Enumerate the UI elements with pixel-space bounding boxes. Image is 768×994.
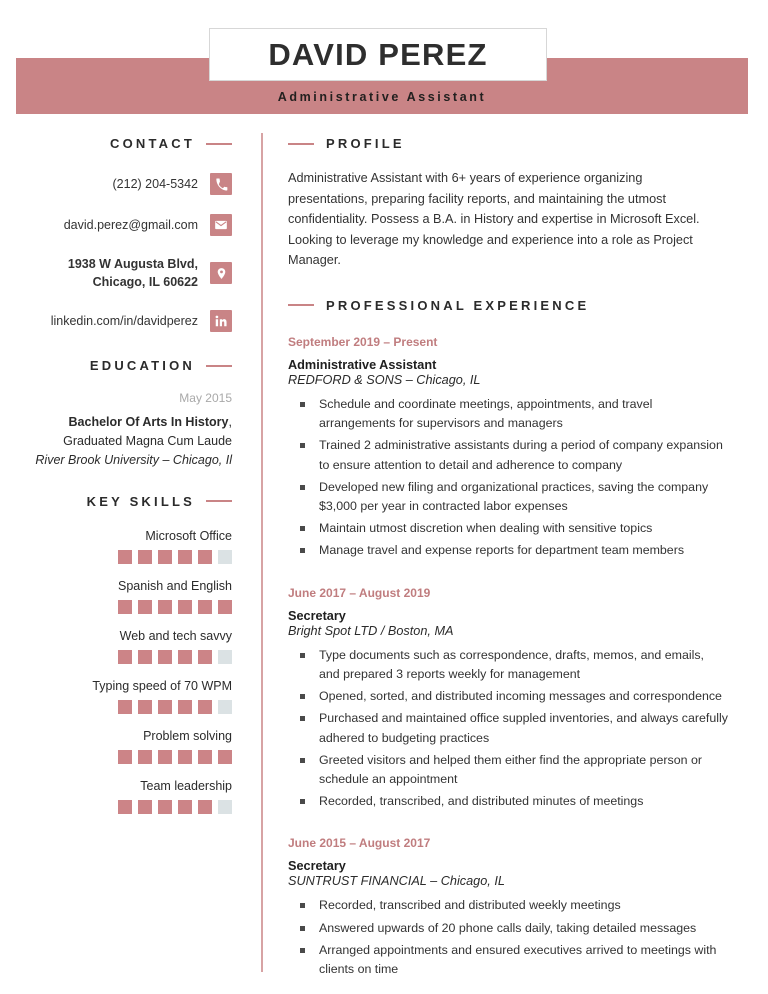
job-date: June 2015 – August 2017 bbox=[288, 836, 431, 851]
rating-square-filled bbox=[198, 700, 212, 714]
experience-entry bbox=[288, 836, 728, 979]
rating-square-empty bbox=[218, 700, 232, 714]
contact-address-text bbox=[68, 255, 198, 291]
experience-section bbox=[288, 298, 728, 979]
rating-square-filled bbox=[138, 650, 152, 664]
education-degree-punct: , bbox=[228, 415, 232, 430]
contact-item-linkedin[interactable] bbox=[0, 310, 232, 332]
section-heading-contact bbox=[0, 136, 232, 151]
name-box bbox=[209, 28, 547, 81]
skill-item bbox=[0, 779, 232, 814]
skill-item bbox=[0, 579, 232, 614]
rating-square-empty bbox=[218, 550, 232, 564]
skill-item bbox=[0, 679, 232, 714]
rating-square-filled bbox=[138, 700, 152, 714]
rating-square-filled bbox=[178, 750, 192, 764]
contact-email-text: david.perez@gmail.com bbox=[63, 217, 198, 232]
education-degree bbox=[0, 413, 232, 432]
rating-square-filled bbox=[158, 650, 172, 664]
rating-square-filled bbox=[198, 800, 212, 814]
heading-dash-icon bbox=[206, 500, 232, 502]
skill-rating bbox=[0, 700, 232, 714]
jobs-list bbox=[288, 335, 728, 979]
skill-item bbox=[0, 729, 232, 764]
rating-square-filled bbox=[198, 550, 212, 564]
rating-square-filled bbox=[198, 600, 212, 614]
rating-square-empty bbox=[218, 650, 232, 664]
job-bullet: Schedule and coordinate meetings, appointments, and travel arrangements for supervisors and managers bbox=[288, 395, 728, 433]
rating-square-filled bbox=[118, 550, 132, 564]
education-honors: Graduated Magna Cum Laude bbox=[63, 434, 232, 448]
job-bullet: Greeted visitors and helped them either find the appropriate person or schedule an appointment bbox=[288, 751, 728, 789]
rating-square-filled bbox=[118, 700, 132, 714]
sidebar bbox=[0, 136, 232, 829]
key-skills-heading-label: KEY SKILLS bbox=[86, 493, 195, 509]
heading-dash-icon bbox=[288, 304, 314, 306]
skill-name: Spanish and English bbox=[118, 578, 232, 593]
job-bullet: Maintain utmost discretion when dealing with sensitive topics bbox=[288, 519, 728, 538]
skill-item bbox=[0, 629, 232, 664]
rating-square-filled bbox=[158, 800, 172, 814]
contact-address-line1: 1938 W Augusta Blvd, bbox=[67, 257, 198, 271]
rating-square-filled bbox=[118, 600, 132, 614]
job-company: SUNTRUST FINANCIAL – Chicago, IL bbox=[288, 874, 505, 889]
rating-square-filled bbox=[178, 550, 192, 564]
skill-name: Typing speed of 70 WPM bbox=[92, 678, 232, 693]
rating-square-empty bbox=[218, 800, 232, 814]
entry-spacer bbox=[288, 820, 728, 836]
job-bullet-list bbox=[288, 395, 728, 561]
job-company: REDFORD & SONS – Chicago, IL bbox=[288, 372, 481, 387]
phone-icon bbox=[210, 173, 232, 195]
skill-name: Problem solving bbox=[143, 728, 232, 743]
skill-rating bbox=[0, 650, 232, 664]
experience-heading-label: PROFESSIONAL EXPERIENCE bbox=[326, 297, 590, 313]
job-bullet-list bbox=[288, 646, 728, 812]
education-section bbox=[0, 358, 232, 469]
map-pin-icon bbox=[210, 262, 232, 284]
rating-square-filled bbox=[198, 750, 212, 764]
skill-name: Microsoft Office bbox=[145, 528, 232, 543]
rating-square-filled bbox=[138, 800, 152, 814]
education-school: River Brook University – Chicago, Il bbox=[35, 452, 232, 467]
job-date: September 2019 – Present bbox=[288, 334, 438, 349]
job-company: Bright Spot LTD / Boston, MA bbox=[288, 623, 454, 638]
contact-item-address bbox=[0, 255, 232, 291]
rating-square-filled bbox=[158, 700, 172, 714]
section-heading-experience bbox=[288, 298, 728, 313]
experience-entry bbox=[288, 335, 728, 561]
column-divider bbox=[261, 133, 263, 972]
experience-entry bbox=[288, 586, 728, 812]
job-role: Administrative Assistant bbox=[288, 357, 437, 372]
candidate-name: DAVID PEREZ bbox=[268, 36, 488, 72]
rating-square-filled bbox=[178, 600, 192, 614]
entry-spacer bbox=[288, 570, 728, 586]
linkedin-icon bbox=[210, 310, 232, 332]
rating-square-filled bbox=[138, 600, 152, 614]
contact-linkedin-text: linkedin.com/in/davidperez bbox=[50, 314, 198, 329]
skill-rating bbox=[0, 600, 232, 614]
education-degree-name: Bachelor Of Arts In History bbox=[68, 415, 229, 430]
rating-square-filled bbox=[178, 650, 192, 664]
rating-square-filled bbox=[178, 800, 192, 814]
skill-item bbox=[0, 529, 232, 564]
skill-rating bbox=[0, 750, 232, 764]
rating-square-filled bbox=[158, 750, 172, 764]
job-bullet: Arranged appointments and ensured executives arrived to meetings with clients on time bbox=[288, 941, 728, 979]
skill-name: Web and tech savvy bbox=[119, 628, 232, 643]
skill-rating bbox=[0, 800, 232, 814]
contact-address-line2: Chicago, IL 60622 bbox=[92, 275, 198, 290]
job-bullet-list bbox=[288, 896, 728, 979]
section-heading-education bbox=[0, 358, 232, 373]
rating-square-filled bbox=[158, 600, 172, 614]
education-date: May 2015 bbox=[179, 391, 232, 406]
job-bullet: Manage travel and expense reports for department team members bbox=[288, 541, 728, 560]
job-bullet: Recorded, transcribed and distributed weekly meetings bbox=[288, 896, 728, 915]
rating-square-filled bbox=[218, 600, 232, 614]
rating-square-filled bbox=[218, 750, 232, 764]
job-bullet: Type documents such as correspondence, drafts, memos, and emails, and prepared 3 reports weekly for management bbox=[288, 646, 728, 684]
skills-list bbox=[0, 529, 232, 814]
rating-square-filled bbox=[138, 750, 152, 764]
contact-heading-label: CONTACT bbox=[110, 136, 195, 151]
rating-square-filled bbox=[198, 650, 212, 664]
job-bullet: Purchased and maintained office suppled inventories, and always carefully adhered to budgeting practices bbox=[288, 709, 728, 747]
section-heading-profile bbox=[288, 136, 728, 151]
job-role: Secretary bbox=[288, 859, 346, 874]
rating-square-filled bbox=[118, 800, 132, 814]
rating-square-filled bbox=[118, 650, 132, 664]
heading-dash-icon bbox=[206, 365, 232, 367]
profile-heading-label: PROFILE bbox=[326, 136, 405, 151]
rating-square-filled bbox=[158, 550, 172, 564]
rating-square-filled bbox=[178, 700, 192, 714]
contact-list bbox=[0, 173, 232, 332]
contact-item-email[interactable] bbox=[0, 214, 232, 236]
rating-square-filled bbox=[118, 750, 132, 764]
rating-square-filled bbox=[138, 550, 152, 564]
contact-item-phone[interactable] bbox=[0, 173, 232, 195]
job-bullet: Opened, sorted, and distributed incoming messages and correspondence bbox=[288, 687, 728, 706]
heading-dash-icon bbox=[206, 143, 232, 145]
job-bullet: Trained 2 administrative assistants during a period of company expansion to ensure attention to detail and adherence to company bbox=[288, 436, 728, 474]
main-content bbox=[288, 136, 728, 988]
skill-name: Team leadership bbox=[140, 778, 232, 793]
job-bullet: Developed new filing and organizational practices, saving the company $3,000 per year in contracted labor expenses bbox=[288, 478, 728, 516]
job-date: June 2017 – August 2019 bbox=[288, 585, 431, 600]
candidate-job-title: Administrative Assistant bbox=[277, 90, 487, 104]
skill-rating bbox=[0, 550, 232, 564]
job-role: Secretary bbox=[288, 608, 346, 623]
contact-phone-text: (212) 204-5342 bbox=[112, 176, 198, 191]
envelope-icon bbox=[210, 214, 232, 236]
key-skills-section bbox=[0, 494, 232, 814]
education-heading-label: EDUCATION bbox=[89, 358, 195, 374]
job-bullet: Answered upwards of 20 phone calls daily, taking detailed messages bbox=[288, 919, 728, 938]
profile-text: Administrative Assistant with 6+ years of experience organizing presentations, preparing facility reports, and maintaining the utmost confidentiality. Possess a B.A. in History and expertise in Microsoft Excel. Looking to leverage my knowledge and experience into a role as Project Manager. bbox=[288, 171, 700, 268]
section-heading-key-skills bbox=[0, 494, 232, 509]
heading-dash-icon bbox=[288, 143, 314, 145]
job-bullet: Recorded, transcribed, and distributed minutes of meetings bbox=[288, 792, 728, 811]
